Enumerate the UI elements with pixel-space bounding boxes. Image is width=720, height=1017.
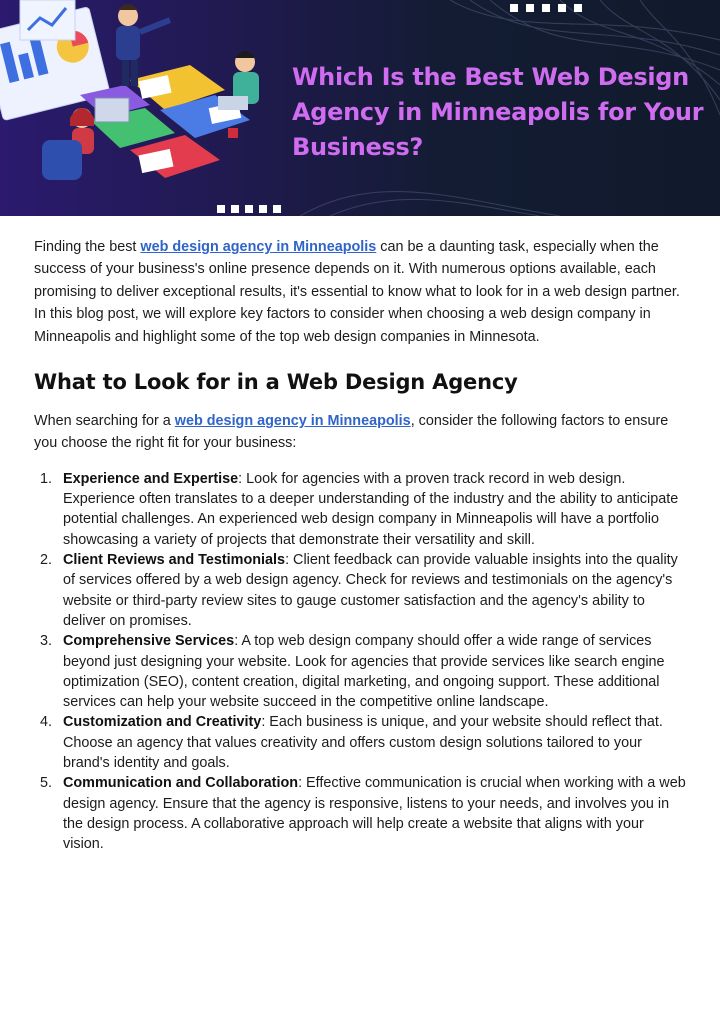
list-item (34, 712, 686, 773)
list-item (34, 773, 686, 854)
factor-text: : A top web design company should offer a wide range of services beyond just designing your website. Look for agencies that provide services like search engine optimization (SEO), content creation, digital marketing, and ongoing support. These additional services can help your website succeed in the competitive online landscape. (63, 633, 665, 711)
list-number: 3. (40, 633, 53, 650)
agency-link[interactable]: web design agency in Minneapolis (140, 239, 377, 255)
list-item (34, 550, 686, 631)
article-body (34, 236, 686, 854)
decorative-dots-bottom (217, 205, 281, 213)
list-item (34, 469, 686, 550)
factor-text: : Client feedback can provide valuable insights into the quality of services offered by a web design agency. Check for reviews and testimonials on the agency's website or third-party review sites to gauge customer satisfaction and the agency's ability to deliver on promises. (63, 552, 678, 629)
factor-title: Client Reviews and Testimonials (63, 552, 286, 569)
factor-text: : Each business is unique, and your website should reflect that. Choose an agency that values creativity and offers custom design solutions tailored to your brand's identity and goals. (63, 714, 663, 771)
hero-banner (0, 0, 720, 216)
intro-paragraph (34, 236, 686, 348)
lead-text-start: When searching for a (34, 413, 175, 430)
list-number: 4. (40, 714, 53, 731)
factor-title: Experience and Expertise (63, 470, 239, 487)
section-lead (34, 410, 686, 455)
factor-title: Comprehensive Services (63, 633, 235, 650)
lead-text-end: , consider the following factors to ensure you choose the right fit for your business: (34, 413, 669, 452)
list-number: 2. (40, 552, 53, 569)
agency-link-2[interactable]: web design agency in Minneapolis (174, 413, 411, 430)
intro-text-start: Finding the best (34, 239, 141, 255)
factor-text: : Look for agencies with a proven track record in web design. Experience often translates to a deeper understanding of the industry and the ability to anticipate potential challenges. An experienced web design company in Minneapolis will have a portfolio showcasing a variety of projects that demonstrate their versatility and skill. (63, 470, 679, 548)
list-item (34, 631, 686, 712)
puzzle-team-illustration (0, 0, 300, 216)
intro-text-end: can be a daunting task, especially when the success of your business's online presence depends on it. With numerous options available, each promising to deliver exceptional results, it's essential to know what to look for in a web design partner. In this blog post, we will explore key factors to consider when choosing a web design company in Minneapolis and highlight some of the top web design companies in Minnesota. (34, 239, 680, 345)
list-number: 1. (40, 470, 53, 487)
factors-list (34, 469, 686, 855)
decorative-dots-top (510, 4, 582, 12)
list-number: 5. (40, 775, 53, 792)
section-heading: What to Look for in a Web Design Agency (34, 370, 518, 395)
factor-title: Communication and Collaboration (63, 775, 299, 792)
factor-text: : Effective communication is crucial when working with a web design agency. Ensure that the agency is responsive, listens to your needs, and involves you in the design process. A collaborative approach will help create a website that aligns with your vision. (63, 775, 686, 853)
banner-title: Which Is the Best Web Design Agency in Minneapolis for Your Business? (292, 63, 704, 161)
factor-title: Customization and Creativity (63, 714, 262, 731)
